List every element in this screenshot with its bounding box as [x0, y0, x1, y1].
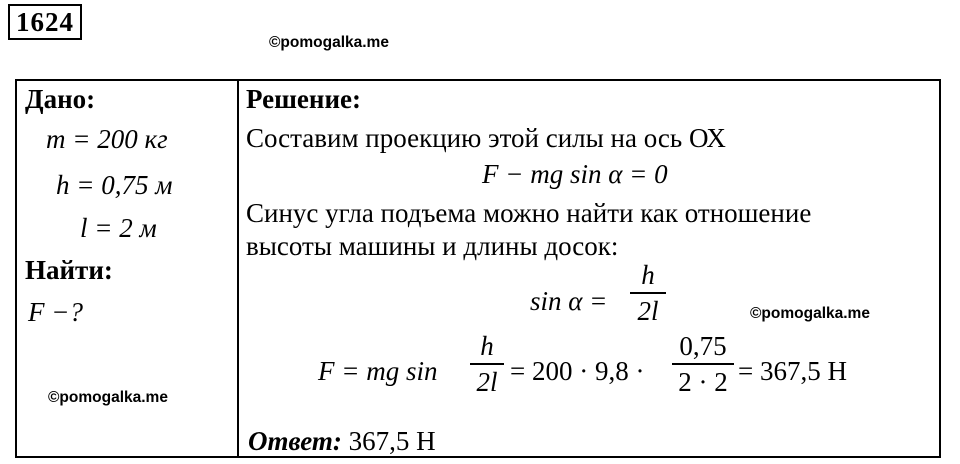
equation-2-fraction	[630, 260, 666, 326]
given-mass: m = 200 кг	[46, 124, 168, 154]
answer-label: Ответ:	[248, 426, 342, 456]
problem-number: 1624	[8, 4, 82, 40]
fraction-bar	[630, 292, 666, 294]
fraction-bar	[470, 363, 504, 365]
answer-value: 367,5 Н	[348, 426, 436, 456]
fraction-bar	[672, 363, 734, 365]
equation-3-numerator-2: 0,75	[679, 331, 727, 361]
solution-title: Решение:	[246, 84, 361, 114]
find-value: F −?	[28, 297, 83, 327]
given-length: l = 2 м	[80, 213, 157, 243]
column-divider	[237, 79, 239, 458]
watermark-left: ©pomogalka.me	[48, 389, 168, 406]
given-title: Дано:	[25, 84, 96, 114]
equation-3-start: F = mg sin	[318, 356, 438, 386]
equation-2-denominator: 2l	[637, 296, 659, 326]
equation-3-middle: = 200 · 9,8 ·	[510, 356, 645, 386]
equation-2-left: sin α =	[530, 286, 608, 316]
watermark-right: ©pomogalka.me	[750, 305, 870, 322]
solution-line-1: Составим проекцию этой силы на ось ОХ	[246, 123, 726, 153]
equation-1: F − mg sin α = 0	[482, 159, 668, 189]
equation-3-numerator-1: h	[480, 331, 494, 361]
equation-3-end: = 367,5 Н	[738, 356, 847, 386]
watermark-top: ©pomogalka.me	[269, 34, 389, 51]
given-height: h = 0,75 м	[56, 170, 173, 200]
answer-line	[248, 425, 436, 457]
equation-3-fraction-2	[672, 331, 734, 397]
equation-3-denominator-1: 2l	[476, 367, 498, 397]
equation-2-numerator: h	[641, 260, 655, 290]
solution-line-3: высоты машины и длины досок:	[246, 231, 619, 261]
solution-line-2: Синус угла подъема можно найти как отношение	[246, 198, 812, 228]
equation-3-fraction-1	[470, 331, 504, 397]
equation-3-denominator-2: 2 · 2	[678, 367, 728, 397]
find-title: Найти:	[25, 255, 113, 285]
